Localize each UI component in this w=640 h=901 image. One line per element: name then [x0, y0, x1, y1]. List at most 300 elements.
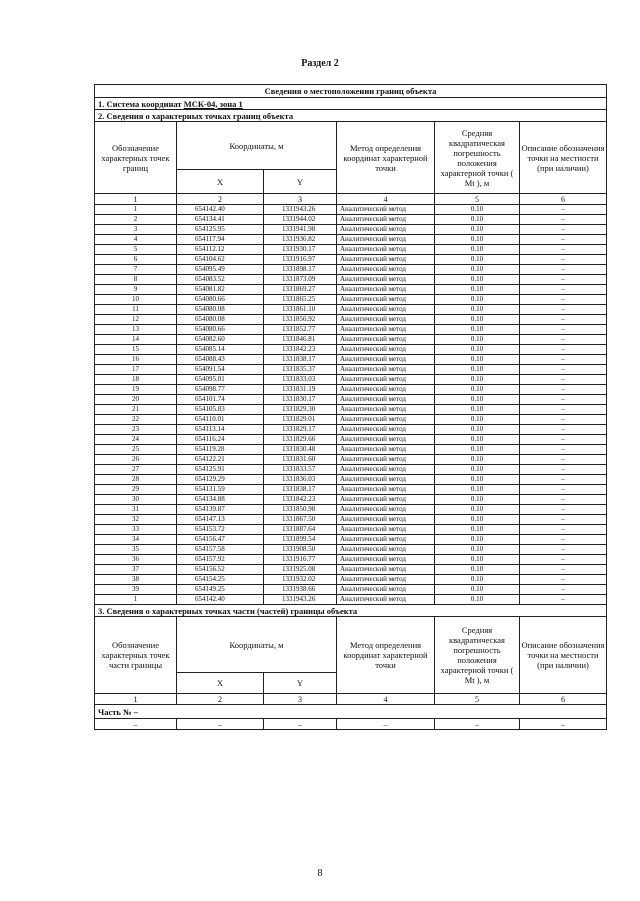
point-row — [95, 445, 607, 455]
point-method-cell: Аналитический метод — [337, 295, 435, 305]
point-n-cell: 12 — [95, 315, 177, 325]
point-x-cell: 654142.40 — [177, 205, 264, 215]
part-column-number: 1 — [95, 694, 177, 705]
point-row — [95, 235, 607, 245]
point-method-cell: Аналитический метод — [337, 445, 435, 455]
point-row — [95, 405, 607, 415]
point-n-cell: 11 — [95, 305, 177, 315]
point-y-cell: 1331846.81 — [264, 335, 337, 345]
section-label: Раздел 2 — [301, 58, 339, 69]
point-n-cell: 20 — [95, 395, 177, 405]
point-y-cell: 1331869.27 — [264, 285, 337, 295]
point-method-cell: Аналитический метод — [337, 495, 435, 505]
point-y-cell: 1331916.97 — [264, 255, 337, 265]
point-x-cell: 654080.66 — [177, 325, 264, 335]
point-mt-cell: 0.10 — [435, 205, 520, 215]
point-method-cell: Аналитический метод — [337, 455, 435, 465]
part-header-method: Метод определения координат характерной точки — [337, 617, 435, 694]
point-method-cell: Аналитический метод — [337, 595, 435, 605]
boundary-document — [94, 84, 606, 730]
point-mt-cell: 0.10 — [435, 485, 520, 495]
header-coordinates: Координаты, м — [177, 122, 337, 170]
point-x-cell: 654139.87 — [177, 505, 264, 515]
point-row — [95, 495, 607, 505]
point-row — [95, 425, 607, 435]
point-n-cell: 6 — [95, 255, 177, 265]
part-column-numbers-row — [95, 694, 607, 705]
point-y-cell: 1331930.17 — [264, 245, 337, 255]
part-column-number: 4 — [337, 694, 435, 705]
point-desc-cell: – — [520, 395, 607, 405]
point-method-cell: Аналитический метод — [337, 515, 435, 525]
point-mt-cell: 0.10 — [435, 265, 520, 275]
point-n-cell: 2 — [95, 215, 177, 225]
point-row — [95, 415, 607, 425]
point-mt-cell: 0.10 — [435, 385, 520, 395]
point-y-cell: 1331856.92 — [264, 315, 337, 325]
point-n-cell: 23 — [95, 425, 177, 435]
point-n-cell: 37 — [95, 565, 177, 575]
point-mt-cell: 0.10 — [435, 425, 520, 435]
point-x-cell: 654125.95 — [177, 225, 264, 235]
point-y-cell: 1331829.30 — [264, 405, 337, 415]
point-x-cell: 654131.59 — [177, 485, 264, 495]
page-number: 8 — [317, 868, 323, 879]
point-method-cell: Аналитический метод — [337, 265, 435, 275]
point-method-cell: Аналитический метод — [337, 305, 435, 315]
part-cell: – — [520, 719, 607, 730]
point-mt-cell: 0.10 — [435, 235, 520, 245]
point-n-cell: 28 — [95, 475, 177, 485]
point-mt-cell: 0.10 — [435, 275, 520, 285]
point-desc-cell: – — [520, 595, 607, 605]
point-row — [95, 225, 607, 235]
point-desc-cell: – — [520, 265, 607, 275]
point-n-cell: 17 — [95, 365, 177, 375]
point-x-cell: 654091.54 — [177, 365, 264, 375]
point-mt-cell: 0.10 — [435, 525, 520, 535]
header-description: Описание обозначения точки на местности (при наличии) — [520, 122, 607, 194]
point-desc-cell: – — [520, 495, 607, 505]
point-row — [95, 575, 607, 585]
point-row — [95, 385, 607, 395]
point-mt-cell: 0.10 — [435, 535, 520, 545]
point-row — [95, 345, 607, 355]
coord-system-prefix: 1. Система координат — [98, 98, 184, 109]
point-n-cell: 29 — [95, 485, 177, 495]
point-mt-cell: 0.10 — [435, 455, 520, 465]
point-desc-cell: – — [520, 225, 607, 235]
point-method-cell: Аналитический метод — [337, 425, 435, 435]
point-row — [95, 295, 607, 305]
point-n-cell: 21 — [95, 405, 177, 415]
point-row — [95, 285, 607, 295]
point-mt-cell: 0.10 — [435, 495, 520, 505]
point-row — [95, 435, 607, 445]
point-method-cell: Аналитический метод — [337, 355, 435, 365]
point-desc-cell: – — [520, 485, 607, 495]
part-header-accuracy: Средняя квадратическая погрешность положения характерной точки ( Mt ), м — [435, 617, 520, 694]
part-cell: – — [337, 719, 435, 730]
point-desc-cell: – — [520, 445, 607, 455]
point-x-cell: 654082.60 — [177, 335, 264, 345]
point-n-cell: 1 — [95, 595, 177, 605]
point-n-cell: 14 — [95, 335, 177, 345]
point-desc-cell: – — [520, 375, 607, 385]
point-n-cell: 32 — [95, 515, 177, 525]
point-desc-cell: – — [520, 405, 607, 415]
point-y-cell: 1331941.98 — [264, 225, 337, 235]
point-y-cell: 1331835.37 — [264, 365, 337, 375]
point-method-cell: Аналитический метод — [337, 485, 435, 495]
point-y-cell: 1331943.26 — [264, 595, 337, 605]
header-accuracy: Средняя квадратическая погрешность положения характерной точки ( Mt ), м — [435, 122, 520, 194]
point-x-cell: 654098.77 — [177, 385, 264, 395]
point-x-cell: 654088.43 — [177, 355, 264, 365]
point-row — [95, 215, 607, 225]
point-x-cell: 654112.12 — [177, 245, 264, 255]
column-number: 4 — [337, 194, 435, 205]
part-cell: – — [264, 719, 337, 730]
point-method-cell: Аналитический метод — [337, 385, 435, 395]
point-mt-cell: 0.10 — [435, 395, 520, 405]
point-desc-cell: – — [520, 315, 607, 325]
point-method-cell: Аналитический метод — [337, 405, 435, 415]
point-method-cell: Аналитический метод — [337, 315, 435, 325]
point-row — [95, 545, 607, 555]
point-desc-cell: – — [520, 515, 607, 525]
point-method-cell: Аналитический метод — [337, 475, 435, 485]
point-n-cell: 7 — [95, 265, 177, 275]
point-x-cell: 654085.14 — [177, 345, 264, 355]
point-x-cell: 654104.62 — [177, 255, 264, 265]
part-column-number: 3 — [264, 694, 337, 705]
point-n-cell: 9 — [95, 285, 177, 295]
point-mt-cell: 0.10 — [435, 315, 520, 325]
point-method-cell: Аналитический метод — [337, 225, 435, 235]
point-mt-cell: 0.10 — [435, 255, 520, 265]
point-desc-cell: – — [520, 545, 607, 555]
point-method-cell: Аналитический метод — [337, 555, 435, 565]
point-desc-cell: – — [520, 275, 607, 285]
point-y-cell: 1331861.10 — [264, 305, 337, 315]
point-desc-cell: – — [520, 355, 607, 365]
point-y-cell: 1331833.57 — [264, 465, 337, 475]
part-cell: – — [435, 719, 520, 730]
point-desc-cell: – — [520, 475, 607, 485]
point-method-cell: Аналитический метод — [337, 255, 435, 265]
point-method-cell: Аналитический метод — [337, 335, 435, 345]
point-row — [95, 595, 607, 605]
point-x-cell: 654156.52 — [177, 565, 264, 575]
point-row — [95, 525, 607, 535]
point-x-cell: 654157.58 — [177, 545, 264, 555]
header-point-designation: Обозначение характерных точек границ — [95, 122, 177, 194]
point-desc-cell: – — [520, 215, 607, 225]
point-n-cell: 24 — [95, 435, 177, 445]
point-y-cell: 1331852.77 — [264, 325, 337, 335]
part-header-point-designation: Обозначение характерных точек части границы — [95, 617, 177, 694]
point-n-cell: 3 — [95, 225, 177, 235]
part-column-number: 5 — [435, 694, 520, 705]
point-desc-cell: – — [520, 555, 607, 565]
point-n-cell: 33 — [95, 525, 177, 535]
part-header-coordinates: Координаты, м — [177, 617, 337, 673]
point-method-cell: Аналитический метод — [337, 205, 435, 215]
point-n-cell: 4 — [95, 235, 177, 245]
point-desc-cell: – — [520, 525, 607, 535]
point-mt-cell: 0.10 — [435, 565, 520, 575]
point-n-cell: 38 — [95, 575, 177, 585]
part-column-number: 6 — [520, 694, 607, 705]
point-n-cell: 22 — [95, 415, 177, 425]
point-desc-cell: – — [520, 345, 607, 355]
header-method: Метод определения координат характерной точки — [337, 122, 435, 194]
point-x-cell: 654113.14 — [177, 425, 264, 435]
point-method-cell: Аналитический метод — [337, 365, 435, 375]
point-mt-cell: 0.10 — [435, 325, 520, 335]
point-method-cell: Аналитический метод — [337, 245, 435, 255]
point-n-cell: 13 — [95, 325, 177, 335]
point-y-cell: 1331829.17 — [264, 425, 337, 435]
point-method-cell: Аналитический метод — [337, 535, 435, 545]
point-row — [95, 395, 607, 405]
column-numbers-row — [95, 194, 607, 205]
point-method-cell: Аналитический метод — [337, 585, 435, 595]
header-x: X — [177, 170, 264, 194]
point-x-cell: 654116.24 — [177, 435, 264, 445]
point-desc-cell: – — [520, 325, 607, 335]
point-desc-cell: – — [520, 505, 607, 515]
point-desc-cell: – — [520, 465, 607, 475]
point-y-cell: 1331887.64 — [264, 525, 337, 535]
point-x-cell: 654105.83 — [177, 405, 264, 415]
point-n-cell: 18 — [95, 375, 177, 385]
point-mt-cell: 0.10 — [435, 505, 520, 515]
part-cell: – — [95, 719, 177, 730]
point-y-cell: 1331873.09 — [264, 275, 337, 285]
point-row — [95, 365, 607, 375]
point-y-cell: 1331936.82 — [264, 235, 337, 245]
point-row — [95, 505, 607, 515]
point-method-cell: Аналитический метод — [337, 235, 435, 245]
point-y-cell: 1331831.19 — [264, 385, 337, 395]
point-mt-cell: 0.10 — [435, 415, 520, 425]
column-number: 5 — [435, 194, 520, 205]
point-y-cell: 1331932.02 — [264, 575, 337, 585]
point-x-cell: 654119.28 — [177, 445, 264, 455]
point-method-cell: Аналитический метод — [337, 525, 435, 535]
point-desc-cell: – — [520, 435, 607, 445]
point-mt-cell: 0.10 — [435, 575, 520, 585]
point-y-cell: 1331867.50 — [264, 515, 337, 525]
point-x-cell: 654142.40 — [177, 595, 264, 605]
point-y-cell: 1331865.25 — [264, 295, 337, 305]
column-number: 1 — [95, 194, 177, 205]
point-n-cell: 30 — [95, 495, 177, 505]
point-row — [95, 355, 607, 365]
point-y-cell: 1331850.98 — [264, 505, 337, 515]
point-method-cell: Аналитический метод — [337, 375, 435, 385]
point-method-cell: Аналитический метод — [337, 325, 435, 335]
point-mt-cell: 0.10 — [435, 225, 520, 235]
point-row — [95, 485, 607, 495]
point-x-cell: 654081.82 — [177, 285, 264, 295]
point-y-cell: 1331842.23 — [264, 345, 337, 355]
point-x-cell: 654110.01 — [177, 415, 264, 425]
point-desc-cell: – — [520, 245, 607, 255]
point-y-cell: 1331829.66 — [264, 435, 337, 445]
point-desc-cell: – — [520, 235, 607, 245]
point-row — [95, 315, 607, 325]
point-mt-cell: 0.10 — [435, 595, 520, 605]
header-y: Y — [264, 170, 337, 194]
point-mt-cell: 0.10 — [435, 515, 520, 525]
point-y-cell: 1331829.01 — [264, 415, 337, 425]
point-row — [95, 515, 607, 525]
point-y-cell: 1331842.23 — [264, 495, 337, 505]
point-x-cell: 654157.92 — [177, 555, 264, 565]
point-mt-cell: 0.10 — [435, 585, 520, 595]
point-y-cell: 1331836.03 — [264, 475, 337, 485]
coord-system-line — [95, 98, 607, 110]
point-n-cell: 31 — [95, 505, 177, 515]
point-desc-cell: – — [520, 385, 607, 395]
point-desc-cell: – — [520, 575, 607, 585]
point-row — [95, 565, 607, 575]
point-mt-cell: 0.10 — [435, 445, 520, 455]
point-x-cell: 654117.94 — [177, 235, 264, 245]
points-heading: 2. Сведения о характерных точках границ объекта — [95, 110, 607, 122]
point-desc-cell: – — [520, 425, 607, 435]
point-method-cell: Аналитический метод — [337, 545, 435, 555]
point-desc-cell: – — [520, 305, 607, 315]
point-desc-cell: – — [520, 565, 607, 575]
point-row — [95, 265, 607, 275]
point-mt-cell: 0.10 — [435, 295, 520, 305]
point-desc-cell: – — [520, 295, 607, 305]
point-y-cell: 1331943.26 — [264, 205, 337, 215]
point-method-cell: Аналитический метод — [337, 275, 435, 285]
point-x-cell: 654149.25 — [177, 585, 264, 595]
point-x-cell: 654122.21 — [177, 455, 264, 465]
point-row — [95, 325, 607, 335]
point-row — [95, 465, 607, 475]
point-mt-cell: 0.10 — [435, 345, 520, 355]
point-n-cell: 15 — [95, 345, 177, 355]
point-x-cell: 654080.08 — [177, 315, 264, 325]
point-y-cell: 1331838.17 — [264, 355, 337, 365]
point-row — [95, 375, 607, 385]
point-y-cell: 1331916.77 — [264, 555, 337, 565]
point-method-cell: Аналитический метод — [337, 415, 435, 425]
points-body — [95, 205, 607, 605]
point-y-cell: 1331830.48 — [264, 445, 337, 455]
point-method-cell: Аналитический метод — [337, 285, 435, 295]
point-x-cell: 654156.47 — [177, 535, 264, 545]
point-desc-cell: – — [520, 455, 607, 465]
point-x-cell: 654129.29 — [177, 475, 264, 485]
point-n-cell: 25 — [95, 445, 177, 455]
point-y-cell: 1331938.66 — [264, 585, 337, 595]
point-y-cell: 1331925.08 — [264, 565, 337, 575]
point-y-cell: 1331833.03 — [264, 375, 337, 385]
column-number: 2 — [177, 194, 264, 205]
point-y-cell: 1331830.17 — [264, 395, 337, 405]
point-y-cell: 1331908.50 — [264, 545, 337, 555]
point-x-cell: 654134.88 — [177, 495, 264, 505]
point-n-cell: 16 — [95, 355, 177, 365]
point-row — [95, 275, 607, 285]
document-title: Сведения о местоположении границ объекта — [95, 85, 607, 98]
point-desc-cell: – — [520, 255, 607, 265]
point-y-cell: 1331831.60 — [264, 455, 337, 465]
point-row — [95, 535, 607, 545]
point-x-cell: 654101.74 — [177, 395, 264, 405]
point-x-cell: 654080.66 — [177, 295, 264, 305]
point-n-cell: 5 — [95, 245, 177, 255]
point-mt-cell: 0.10 — [435, 555, 520, 565]
point-y-cell: 1331944.02 — [264, 215, 337, 225]
point-x-cell: 654125.91 — [177, 465, 264, 475]
part-heading: 3. Сведения о характерных точках части (частей) границы объекта — [95, 605, 607, 617]
coord-system-name: МСК-04, зона 1 — [183, 98, 243, 109]
column-number: 6 — [520, 194, 607, 205]
column-number: 3 — [264, 194, 337, 205]
point-y-cell: 1331898.17 — [264, 265, 337, 275]
point-mt-cell: 0.10 — [435, 465, 520, 475]
point-x-cell: 654083.52 — [177, 275, 264, 285]
point-mt-cell: 0.10 — [435, 475, 520, 485]
point-y-cell: 1331838.17 — [264, 485, 337, 495]
point-row — [95, 205, 607, 215]
point-x-cell: 654095.49 — [177, 265, 264, 275]
point-row — [95, 255, 607, 265]
point-n-cell: 10 — [95, 295, 177, 305]
point-method-cell: Аналитический метод — [337, 575, 435, 585]
point-row — [95, 555, 607, 565]
point-desc-cell: – — [520, 415, 607, 425]
point-row — [95, 245, 607, 255]
point-mt-cell: 0.10 — [435, 405, 520, 415]
point-mt-cell: 0.10 — [435, 245, 520, 255]
point-mt-cell: 0.10 — [435, 545, 520, 555]
point-mt-cell: 0.10 — [435, 305, 520, 315]
part-column-number: 2 — [177, 694, 264, 705]
point-n-cell: 1 — [95, 205, 177, 215]
point-method-cell: Аналитический метод — [337, 435, 435, 445]
point-row — [95, 305, 607, 315]
point-x-cell: 654095.01 — [177, 375, 264, 385]
point-x-cell: 654080.08 — [177, 305, 264, 315]
point-method-cell: Аналитический метод — [337, 215, 435, 225]
point-y-cell: 1331899.54 — [264, 535, 337, 545]
point-desc-cell: – — [520, 365, 607, 375]
point-x-cell: 654153.72 — [177, 525, 264, 535]
point-desc-cell: – — [520, 335, 607, 345]
point-row — [95, 335, 607, 345]
point-method-cell: Аналитический метод — [337, 345, 435, 355]
point-mt-cell: 0.10 — [435, 375, 520, 385]
point-n-cell: 27 — [95, 465, 177, 475]
point-method-cell: Аналитический метод — [337, 565, 435, 575]
point-desc-cell: – — [520, 585, 607, 595]
point-n-cell: 36 — [95, 555, 177, 565]
point-row — [95, 475, 607, 485]
part-header-x: X — [177, 673, 264, 694]
part-cell: – — [177, 719, 264, 730]
point-mt-cell: 0.10 — [435, 355, 520, 365]
